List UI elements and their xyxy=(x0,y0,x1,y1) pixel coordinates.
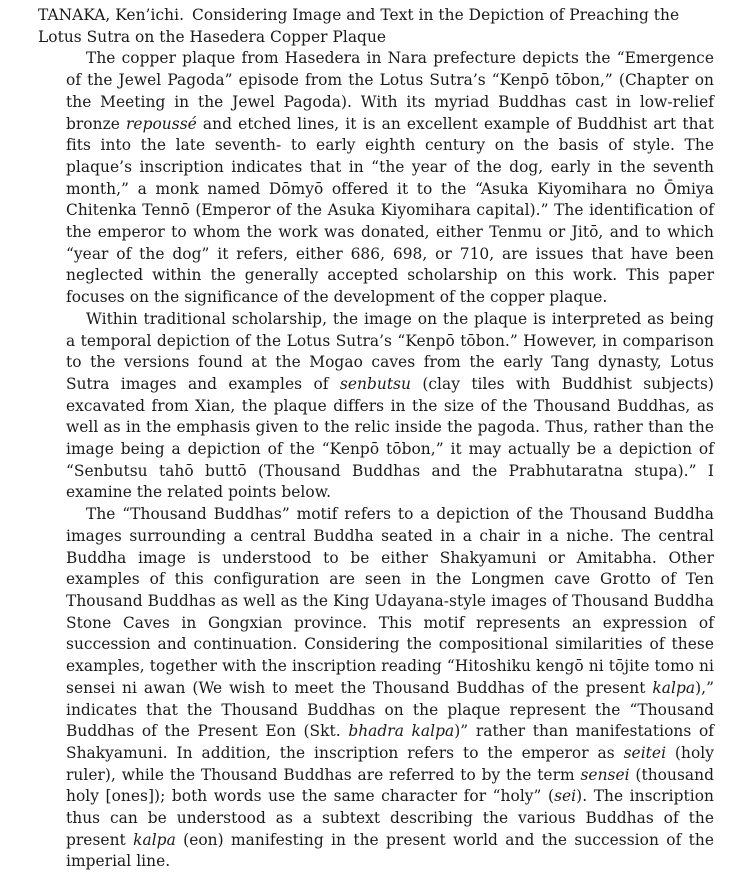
author-name: TANAKA, Ken’ichi. xyxy=(38,6,185,24)
text-run: and etched lines, it is an excellent example of Buddhist art that fits into the late seventh- to early eighth century on the basis of style. The plaque’s inscription indicates that in “the year of the dog, early in the seventh month,” a monk named Dōmyō offered it to the “Asuka Kiyomihara no Ōmiya Chitenka Tennō (Emperor of the Asuka Kiyomihara capital).” The identification of the emperor to whom the work was donated, either Tenmu or Jitō, and to which “year of the dog” it refers, either 686, 698, or 710, are issues that have been neglected within the generally accepted scholarship on this work. This paper focuses on the significance of the development of the copper plaque. xyxy=(66,114,714,307)
text-run: (clay tiles with Buddhist subjects) excavated from Xian, the plaque differs in the size of the Thousand Buddhas, as well as in the emphasis given to the relic inside the pagoda. Thus, rather than the image being a depiction of the “Kenpō tōbon,” it may actually be a depiction of “Senbutsu tahō buttō (Thousand Buddhas and the Prabhutaratna stupa).” I examine the related points below. xyxy=(66,374,714,502)
paragraph-3 xyxy=(66,504,714,873)
italic-term: bhadra kalpa xyxy=(348,722,455,741)
paragraph-1 xyxy=(66,48,714,308)
italic-term: kalpa xyxy=(652,678,696,697)
italic-term: repoussé xyxy=(126,114,197,133)
paragraph-2 xyxy=(66,309,714,504)
text-run: ),” indicates that the Thousand Buddhas on the plaque represent the “Thousand Buddhas of the Present Eon (Skt. xyxy=(66,678,714,741)
text-run: Within traditional scholarship, the image on the plaque is interpreted as being a temporal depiction of the Lotus Sutra’s “Kenpō tōbon.” However, in comparison to the versions found at the Mogao caves from the early Tang dynasty, Lotus Sutra images and examples of xyxy=(66,309,714,393)
text-run: (thousand holy [ones]); both words use the same character for “holy” ( xyxy=(66,765,715,806)
italic-term: kalpa xyxy=(133,830,176,849)
italic-term: sei xyxy=(554,787,577,806)
italic-term: sensei xyxy=(580,765,630,784)
text-run: )” rather than manifestations of Shakyamuni. In addition, the inscription refers to the emperor as xyxy=(66,722,715,762)
italic-term: seitei xyxy=(623,743,667,762)
text-run: ). The inscription thus can be understood as a subtext describing the various Buddhas of the present xyxy=(66,787,714,849)
italic-term: senbutsu xyxy=(339,374,411,393)
paper-title: Considering Image and Text in the Depiction of Preaching the Lotus Sutra on the Hasedera Copper Plaque xyxy=(38,6,680,46)
abstract-page xyxy=(38,5,714,873)
text-run: (holy ruler), while the Thousand Buddhas are referred to by the term xyxy=(66,743,714,784)
abstract-body xyxy=(38,48,714,873)
text-run: The “Thousand Buddhas” motif refers to a depiction of the Thousand Buddha images surrounding a central Buddha seated in a chair in a niche. The central Buddha image is understood to be either Shakyamuni or Amitabha. Other examples of this configuration are seen in the Longmen cave Grotto of Ten Thousand Buddhas as well as the King Udayana-style images of Thousand Buddha Stone Caves in Gongxian province. This motif represents an expression of succession and continuation. Considering the compositional similarities of these examples, together with the inscription reading “Hitoshiku kengō ni tōjite tomo ni sensei ni awan (We wish to meet the Thousand Buddhas of the present xyxy=(66,505,714,697)
abstract-heading xyxy=(38,5,714,48)
text-run: (eon) manifesting in the present world and the succession of the imperial line. xyxy=(66,830,715,871)
text-run: The copper plaque from Hasedera in Nara prefecture depicts the “Emergence of the Jewel Pagoda” episode from the Lotus Sutra’s “Kenpō tōbon,” (Chapter on the Meeting in the Jewel Pagoda). With its myriad Buddhas cast in low-relief bronze xyxy=(66,49,714,133)
